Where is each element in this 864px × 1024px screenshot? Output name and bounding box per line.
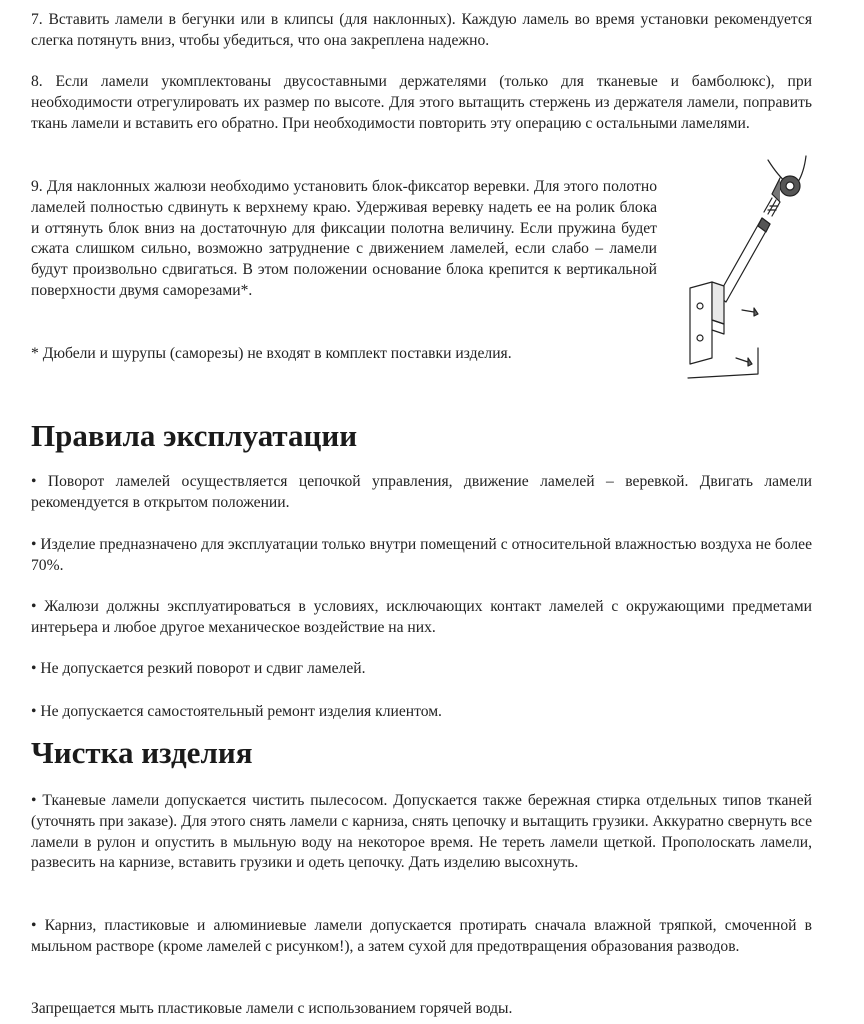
step-9-text: 9. Для наклонных жалюзи необходимо установить блок-фиксатор веревки. Для этого полотно ламелей полностью сдвинуть к верхнему краю. Удерживая веревку надеть ее на ролик блока и оттянуть блок вниз на достаточную для фиксации полотна величину. Если пружина будет сжата слишком сильно, возможно затруднение с движением ламелей, если слабо – ламели будут произвольно сдвигаться. В этом положении основание блока крепится к вертикальной поверхности двумя саморезами*.: [31, 178, 657, 299]
bracket-block-illustration-icon: [684, 154, 814, 382]
rules-item-3: • Жалюзи должны эксплуатироваться в условиях, исключающих контакт ламелей с окружающими предметами интерьера и любое другое механическое воздействие на них.: [31, 598, 812, 636]
cleaning-item-2: • Карниз, пластиковые и алюминиевые ламели допускается протирать сначала влажной тряпкой, смоченной в мыльном растворе (кроме ламелей с рисунком!), а затем сухой для предотвращения образования разводов.: [31, 917, 812, 955]
rules-item-5: • Не допускается самостоятельный ремонт изделия клиентом.: [31, 703, 442, 720]
step-7-text: 7. Вставить ламели в бегунки или в клипсы (для наклонных). Каждую ламель во время установки рекомендуется слегка потянуть вниз, чтобы убедиться, что она закреплена надежно.: [31, 11, 812, 49]
step-8-text: 8. Если ламели укомплектованы двусоставными держателями (только для тканевые и бамболюкс), при необходимости отрегулировать их размер по высоте. Для этого вытащить стержень из держателя ламели, поправить ткань ламели и вставить его обратно. При необходимости повторить эту операцию с остальными ламелями.: [31, 73, 812, 132]
rules-item-4: • Не допускается резкий поворот и сдвиг ламелей.: [31, 660, 366, 677]
cleaning-item-1: • Тканевые ламели допускается чистить пылесосом. Допускается также бережная стирка отдельных типов тканей (уточнять при заказе). Для этого снять ламели с карниза, снять цепочку и вытащить грузики. Аккуратно свернуть все ламели в рулон и опустить в мыльную воду на некоторое время. Не тереть ламели щеткой. Прополоскать ламели, развесить на карнизе, вставить грузики и одеть цепочку. Дать изделию высохнуть.: [31, 792, 812, 872]
rules-item-1: • Поворот ламелей осуществляется цепочкой управления, движение ламелей – веревкой. Двигать ламели рекомендуется в открытом положении.: [31, 473, 812, 511]
rules-heading: Правила эксплуатации: [31, 418, 358, 453]
rules-item-2: • Изделие предназначено для эксплуатации только внутри помещений с относительной влажностью воздуха не более 70%.: [31, 536, 812, 574]
cleaning-heading: Чистка изделия: [31, 735, 253, 770]
cleaning-warning: Запрещается мыть пластиковые ламели с использованием горячей воды.: [31, 1000, 513, 1017]
footnote-text: * Дюбели и шурупы (саморезы) не входят в комплект поставки изделия.: [31, 345, 512, 362]
